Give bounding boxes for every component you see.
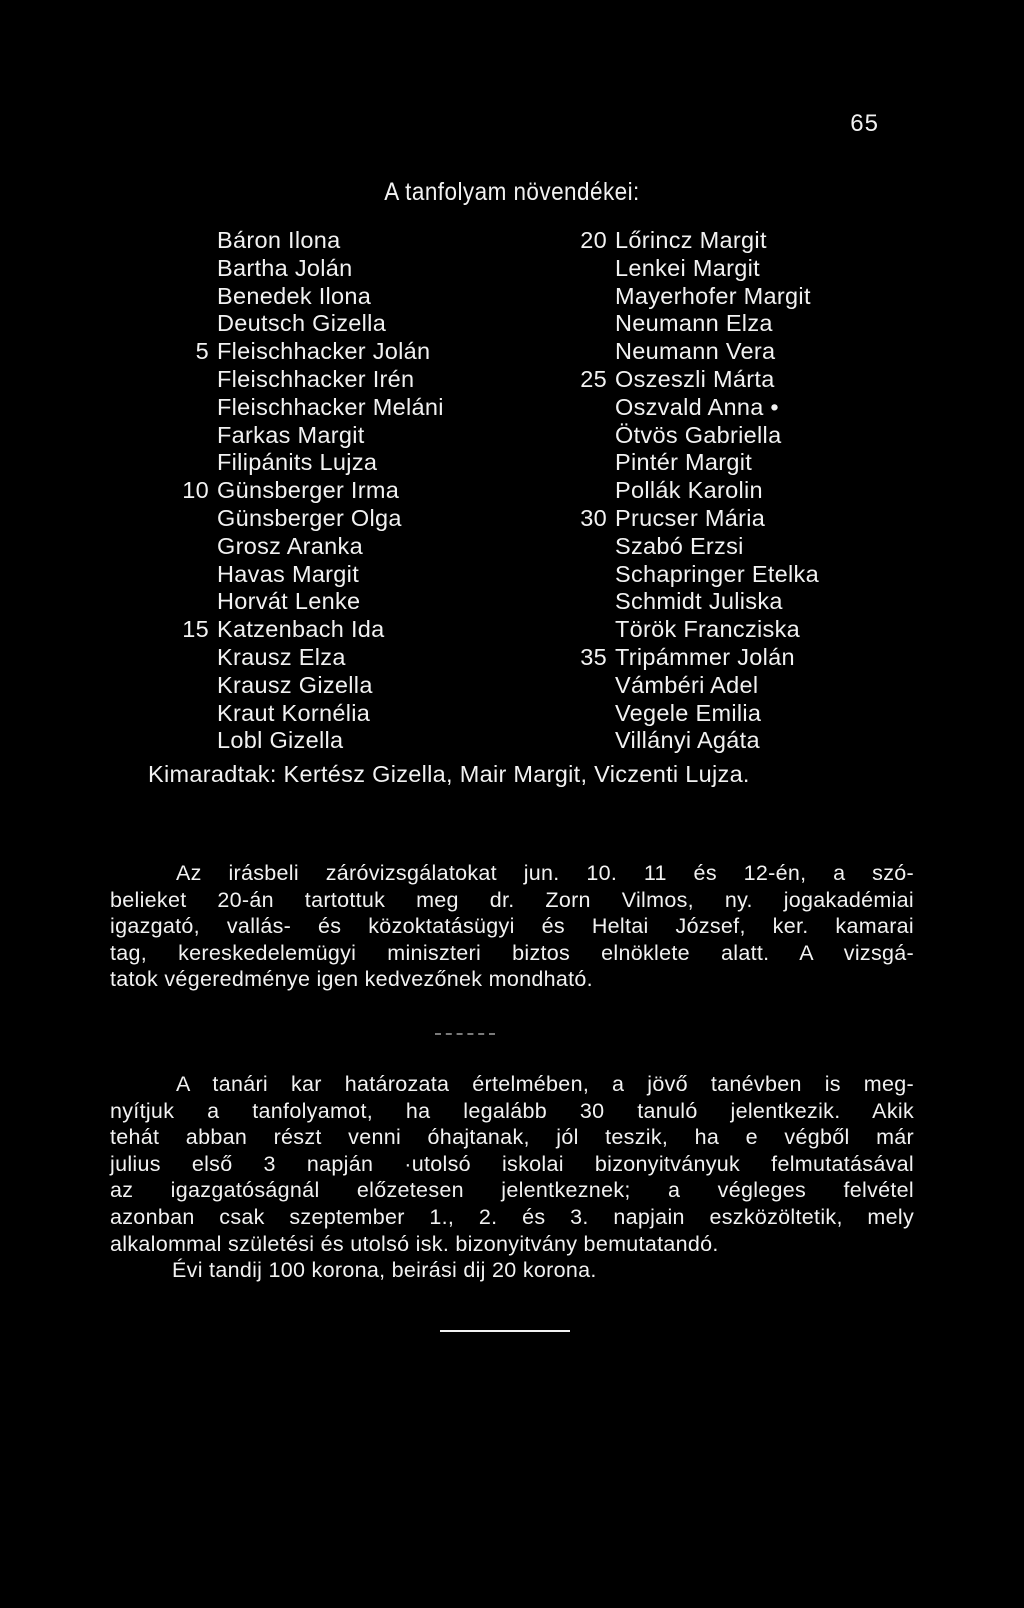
student-name: Neumann Elza <box>615 310 773 337</box>
list-item <box>165 533 444 561</box>
list-item <box>563 422 819 450</box>
list-item <box>165 338 444 366</box>
student-list-right <box>563 227 819 755</box>
student-name: Szabó Erzsi <box>615 532 744 559</box>
student-name: Lőrincz Margit <box>615 227 767 253</box>
list-item <box>563 672 819 700</box>
list-item <box>563 310 819 338</box>
list-item <box>165 422 444 450</box>
list-item <box>563 727 819 755</box>
list-number: 15 <box>182 616 209 643</box>
list-item <box>165 283 444 311</box>
student-name: Fleischhacker Irén <box>217 365 415 392</box>
list-item <box>165 394 444 422</box>
student-name: Neumann Vera <box>615 338 776 365</box>
list-item <box>563 505 819 533</box>
student-name: Vámbéri Adel <box>615 671 759 698</box>
paragraph-line: alkalommal születési és utolsó isk. bizonyitvány bemutatandó. <box>110 1231 719 1256</box>
paragraph-line: tatok végeredménye igen kedvezőnek mondható. <box>110 967 593 992</box>
paragraph-line: tehát abban részt venni óhajtanak, jól teszik, ha e végből már <box>110 1125 914 1150</box>
paragraph-line: az igazgatóságnál előzetesen jelentkeznek; a végleges felvétel <box>110 1178 914 1203</box>
student-name: Oszeszli Márta <box>615 365 775 392</box>
student-name: Benedek Ilona <box>217 282 372 309</box>
student-name: Günsberger Olga <box>217 504 402 531</box>
student-name: Báron Ilona <box>217 227 341 253</box>
student-name: Krausz Gizella <box>217 671 373 698</box>
student-name: Török Francziska <box>615 616 801 643</box>
list-item <box>165 477 444 505</box>
end-rule <box>440 1330 570 1332</box>
student-name: Pintér Margit <box>615 449 753 476</box>
paragraph-line: Az irásbeli záróvizsgálatokat jun. 10. 11 és 12-én, a szó- <box>176 861 914 885</box>
student-name: Lenkei Margit <box>615 254 760 281</box>
list-item <box>563 338 819 366</box>
list-item <box>165 449 444 477</box>
paragraph-line: julius első 3 napján ·utolsó iskolai bizonyitványuk felmutatásával <box>110 1151 914 1176</box>
student-name: Pollák Karolin <box>615 477 763 504</box>
list-item <box>165 700 444 728</box>
paragraph-line: azonban csak szeptember 1., 2. és 3. napjain eszközöltetik, mely <box>110 1204 914 1229</box>
student-name: Mayerhofer Margit <box>615 282 811 309</box>
student-name: Farkas Margit <box>217 421 365 448</box>
paragraph-line: A tanári kar határozata értelmében, a jövő tanévben is meg- <box>176 1072 914 1096</box>
student-name: Deutsch Gizella <box>217 310 387 337</box>
paragraph-line: nyítjuk a tanfolyamot, ha legalább 30 tanuló jelentkezik. Akik <box>110 1098 914 1123</box>
student-name: Lobl Gizella <box>217 727 344 754</box>
student-name: Vegele Emilia <box>615 699 762 726</box>
list-item <box>165 561 444 589</box>
student-name: Günsberger Irma <box>217 477 400 504</box>
list-item <box>563 616 819 644</box>
list-item <box>165 310 444 338</box>
list-item <box>165 505 444 533</box>
student-name: Grosz Aranka <box>217 532 363 559</box>
student-name: Schapringer Etelka <box>615 560 819 587</box>
list-item <box>165 616 444 644</box>
student-name: Oszvald Anna • <box>615 393 779 420</box>
page-number: 65 <box>850 110 879 137</box>
student-name: Schmidt Juliska <box>615 588 783 615</box>
list-item <box>563 283 819 311</box>
list-item <box>563 449 819 477</box>
list-number: 20 <box>580 227 607 253</box>
list-number: 10 <box>182 477 209 504</box>
paragraph-line: belieket 20-án tartottuk meg dr. Zorn Vilmos, ny. jogakadémiai <box>110 887 914 912</box>
student-name: Ötvös Gabriella <box>615 421 782 448</box>
student-name: Fleischhacker Meláni <box>217 393 444 420</box>
dropouts-line: Kimaradtak: Kertész Gizella, Mair Margit, Viczenti Lujza. <box>148 761 750 787</box>
student-name: Krausz Elza <box>217 643 346 670</box>
exam-paragraph <box>110 860 914 993</box>
list-item <box>563 700 819 728</box>
student-name: Katzenbach Ida <box>217 616 385 643</box>
list-number: 5 <box>195 338 209 365</box>
student-name: Tripámmer Jolán <box>615 643 795 670</box>
list-item <box>563 394 819 422</box>
list-item <box>563 644 819 672</box>
list-item <box>563 477 819 505</box>
list-item <box>563 533 819 561</box>
list-number: 30 <box>580 504 607 531</box>
student-name: Horvát Lenke <box>217 588 361 615</box>
student-name: Havas Margit <box>217 560 360 587</box>
list-number: 35 <box>580 643 607 670</box>
section-divider <box>435 1033 495 1035</box>
list-number: 25 <box>580 365 607 392</box>
list-item <box>165 366 444 394</box>
paragraph-line: Évi tandij 100 korona, beirási dij 20 korona. <box>172 1258 597 1283</box>
list-item <box>563 255 819 283</box>
student-name: Prucser Mária <box>615 504 766 531</box>
student-list-left <box>165 227 444 755</box>
list-item <box>563 227 819 255</box>
paragraph-line: tag, kereskedelemügyi miniszteri biztos elnöklete alatt. A vizsgá- <box>110 940 914 965</box>
list-item <box>165 672 444 700</box>
paragraph-line: igazgató, vallás- és közoktatásügyi és Heltai József, ker. kamarai <box>110 914 914 939</box>
student-name: Filipánits Lujza <box>217 449 378 476</box>
list-item <box>165 727 444 755</box>
page-heading: A tanfolyam növendékei: <box>384 178 640 206</box>
list-item <box>165 255 444 283</box>
list-item <box>165 227 444 255</box>
list-item <box>563 561 819 589</box>
list-item <box>563 588 819 616</box>
student-name: Kraut Kornélia <box>217 699 371 726</box>
student-name: Bartha Jolán <box>217 254 353 281</box>
student-name: Villányi Agáta <box>615 727 760 754</box>
list-item <box>165 588 444 616</box>
enrollment-paragraph <box>110 1071 914 1284</box>
student-name: Fleischhacker Jolán <box>217 338 431 365</box>
list-item <box>563 366 819 394</box>
list-item <box>165 644 444 672</box>
